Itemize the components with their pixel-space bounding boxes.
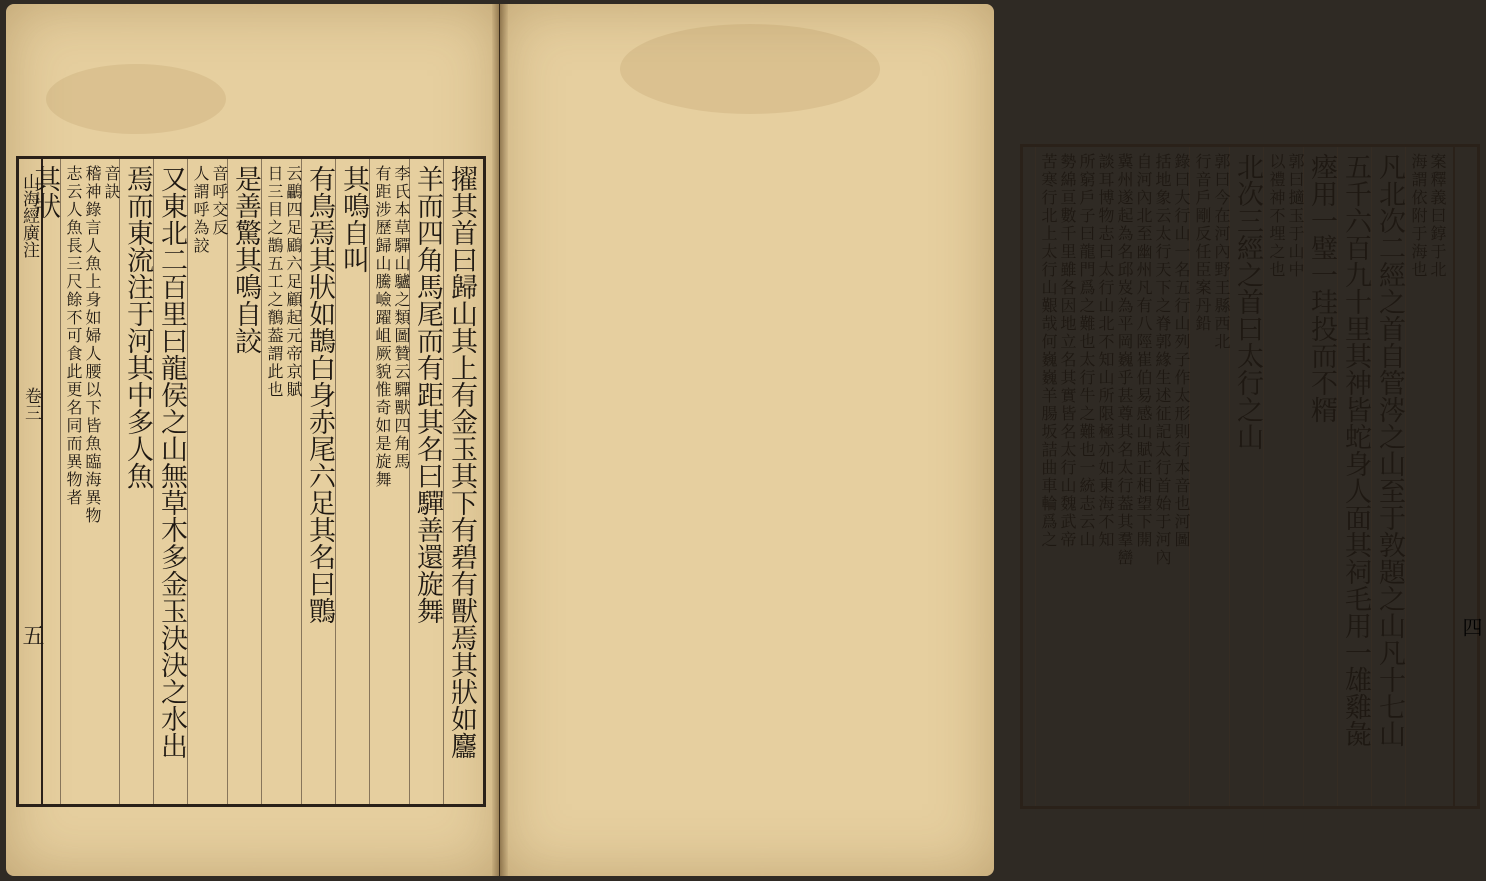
commentary-line: 海謂依附于海也 — [1409, 153, 1428, 279]
main-text-column: 凡北次二經之首自管涔之山至于敦題之山凡十七山 — [1374, 153, 1405, 747]
commentary-block — [1037, 153, 1191, 800]
commentary-line: 音訣 — [102, 165, 121, 201]
commentary-line: 李氏本草驒山驢之類圖贊云驒獸四角馬 — [392, 165, 411, 471]
main-text-column: 又東北二百里曰龍侯之山無草木多金玉決決之水出 — [156, 165, 187, 759]
main-text-column: 五千六百九十里其神皆蛇身人面其祠毛用一雄雞彘 — [1340, 153, 1371, 747]
page-number: 五 — [19, 624, 44, 646]
commentary-line: 勢綿亘數千里雖各因地立名其實皆名太行山魏武帝 — [1058, 153, 1077, 549]
commentary-block — [263, 165, 303, 798]
commentary-block — [1265, 153, 1305, 800]
commentary-line: 冀州遂起為名邱岌為平岡巍乎甚尊其名太行葢其羣巒 — [1115, 153, 1134, 567]
column-rule — [369, 159, 370, 804]
commentary-line: 音呼交反 — [210, 165, 229, 237]
commentary-block — [189, 165, 229, 798]
book-gutter — [492, 4, 508, 876]
running-title: 山海經廣注 — [19, 173, 39, 258]
commentary-line: 苦寒行北上太行山艱哉何巍巍羊腸坂詰曲車輪爲之 — [1039, 153, 1058, 549]
commentary-line: 案釋義曰錞于北 — [1428, 153, 1447, 279]
commentary-line: 日三目之鵲五工之鶺葢謂此也 — [265, 165, 284, 399]
main-text-column: 北次三經之首曰太行之山 — [1232, 153, 1263, 450]
main-text-column: 有鳥焉其狀如鵲白身赤尾六足其名曰鷶 — [304, 165, 335, 624]
commentary-line: 稽神錄言人魚上身如婦人腰以下皆魚臨海異物 — [83, 165, 102, 525]
column-rule — [443, 159, 444, 804]
commentary-line: 郭曰今在河內野王縣西北 — [1212, 153, 1231, 351]
commentary-line: 人謂呼為詨 — [191, 165, 210, 255]
column-rule — [261, 159, 262, 804]
commentary-line: 云鸓四足鶌六足顧起元帝京賦 — [284, 165, 303, 399]
column-rule — [1405, 147, 1406, 806]
column-rule — [60, 159, 61, 804]
commentary-line: 自河內北至幽州凡有八陘崔伯易感山賦正相望下開 — [1134, 153, 1153, 549]
commentary-line: 郭曰擿玉于山中 — [1286, 153, 1305, 279]
right-margin-column — [1453, 147, 1483, 806]
commentary-line: 行音戶剛反任臣案丹鉛 — [1193, 153, 1212, 333]
main-text-column: 其鳴自叫 — [338, 165, 369, 273]
column-rule — [1337, 147, 1338, 806]
commentary-line: 有距涉歷歸山騰嶮躍岨厥貌惟奇如是旋舞 — [373, 165, 392, 489]
commentary-block — [62, 165, 121, 798]
right-page — [500, 4, 1483, 876]
commentary-line: 括地象云太行天下之脊郭緣生述征記太行首始于河內 — [1153, 153, 1172, 567]
main-text-column: 焉而東流注于河其中多人魚 — [122, 165, 153, 489]
main-text-column: 瘞用一璧一珪投而不糈 — [1306, 153, 1337, 423]
column-rule — [1371, 147, 1372, 806]
main-text-column: 羊而四角馬尾而有距其名曰驒善還旋舞 — [412, 165, 443, 624]
main-text-column: 是善驚其鳴自詨 — [230, 165, 261, 354]
column-rule — [153, 159, 154, 804]
commentary-line: 志云人魚長三尺餘不可食此更名同而異物者 — [64, 165, 83, 507]
open-book — [6, 4, 1483, 876]
main-text-column: 擢其首曰歸山其上有金玉其下有碧有獸焉其狀如麢 — [446, 165, 477, 759]
main-text-column: 其狀 — [29, 165, 60, 219]
left-text-frame — [16, 156, 486, 807]
paper-stain — [620, 24, 880, 114]
commentary-line: 所窮戶子曰龍門爲之難也太行牛之難也一統志云山 — [1077, 153, 1096, 549]
column-rule — [1263, 147, 1264, 806]
commentary-line: 以禮神不埋之也 — [1267, 153, 1286, 279]
commentary-block — [371, 165, 411, 798]
chapter-label: 卷三 — [21, 387, 41, 421]
paper-stain — [46, 64, 226, 134]
column-rule — [335, 159, 336, 804]
commentary-block — [1407, 153, 1447, 800]
commentary-line: 錄曰大行山一名五行山列子作太形則行本音也河圖 — [1172, 153, 1191, 549]
column-rule — [1035, 147, 1036, 806]
commentary-line: 談耳博物志曰太行山北不知山所限極亦如東海不知 — [1096, 153, 1115, 549]
right-page-mark: 四 — [1459, 617, 1483, 637]
right-text-frame — [1020, 144, 1483, 809]
column-rule — [187, 159, 188, 804]
commentary-block — [1191, 153, 1231, 800]
left-page — [6, 4, 499, 876]
